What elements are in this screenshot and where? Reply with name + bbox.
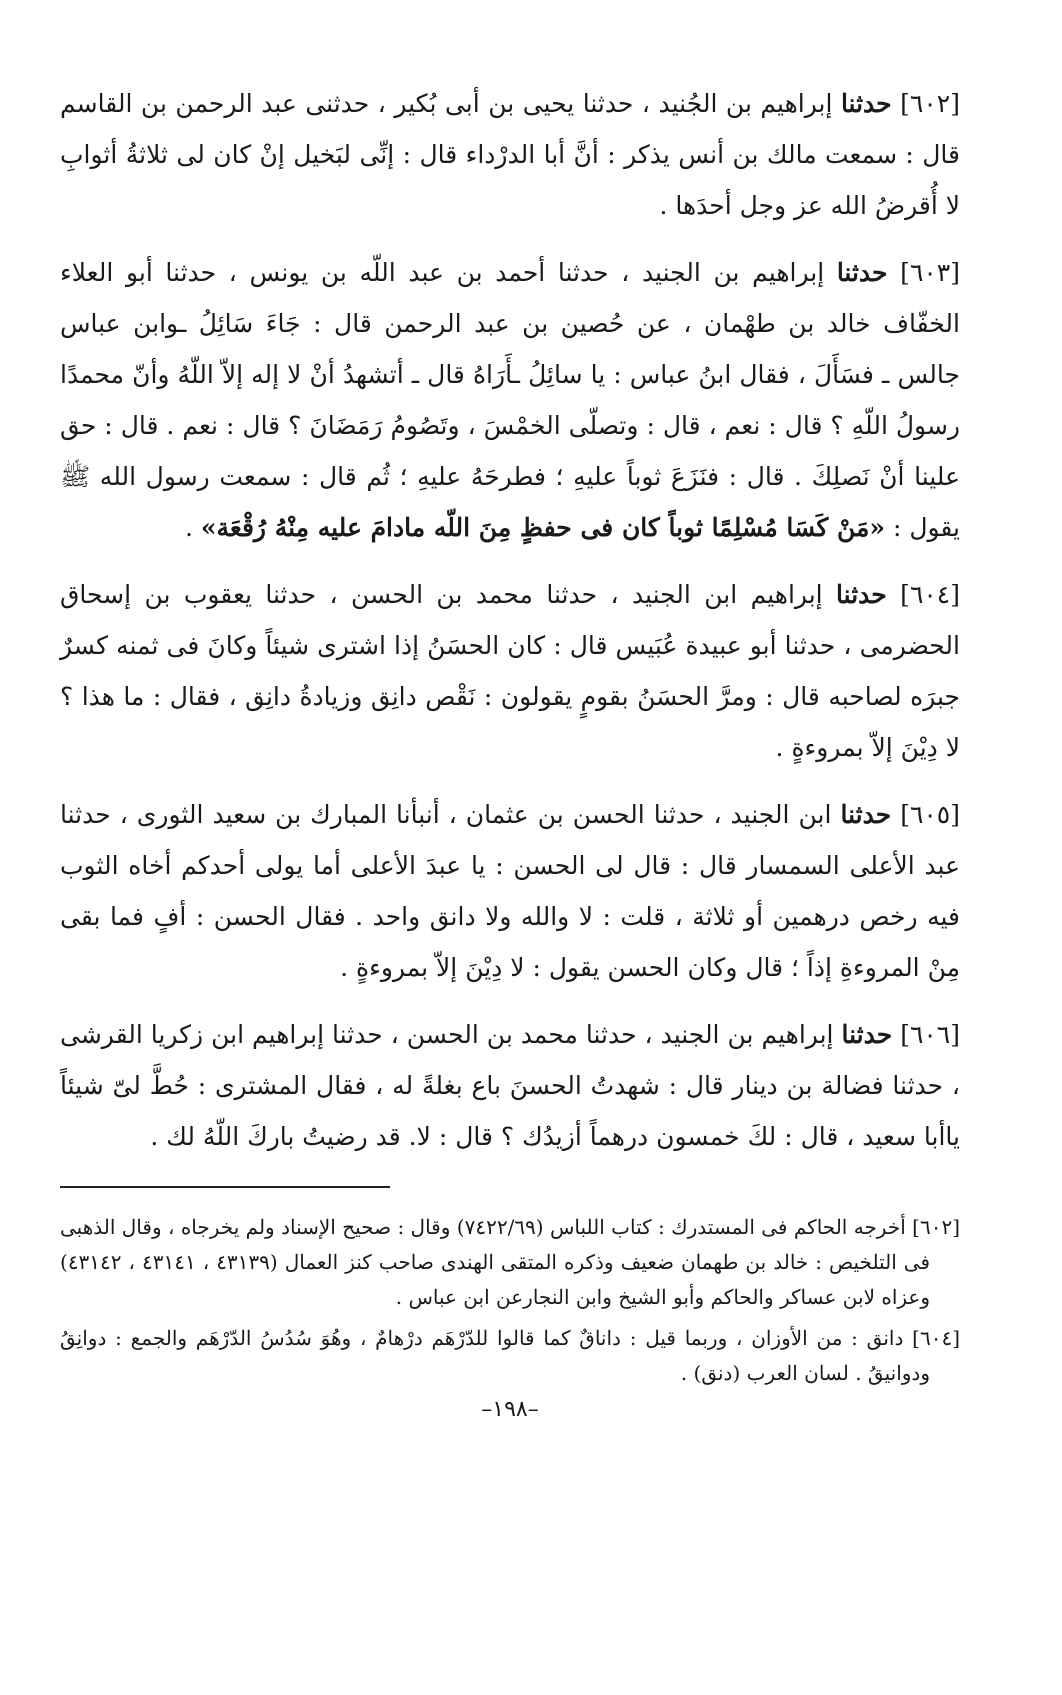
hadith-number: [٦٠٢] [900, 89, 960, 118]
hadith-602 [60, 78, 960, 231]
hadith-lead-word: حدثنا [836, 580, 887, 609]
footnote-602 [60, 1210, 960, 1315]
hadith-number: [٦٠٣] [900, 258, 960, 287]
hadith-text: إبراهيم بن الجنيد ، حدثنا محمد بن الحسن ، حدثنا إبراهيم ابن زكريا القرشى ، حدثنا فضالة بن دينار قال : شهدتُ الحسنَ باع بغلةً له ، فقال المشترى : حُطَّ لىّ شيئاً ياأبا سعيد ، قال : لكَ خمسون درهماً أزيدُك ؟ قال : لا. قد رضيتُ باركَ اللّهُ لك . [60, 1020, 960, 1151]
hadith-lead-word: حدثنا [841, 1020, 893, 1049]
hadith-number: [٦٠٦] [900, 1020, 961, 1049]
hadith-number: [٦٠٤] [900, 580, 960, 609]
hadith-lead-word: حدثنا [840, 89, 892, 118]
footnote-604 [60, 1321, 960, 1391]
book-page [60, 78, 960, 1422]
hadith-text: إبراهيم بن الجُنيد ، حدثنا يحيى بن أبى بُكير ، حدثنى عبد الرحمن بن القاسم قال : سمعت مالك بن أنس يذكر : أنَّ أبا الدرْداء قال : إنِّى لبَخيل إنْ كان لى ثلاثةُ أثوابِ لا أُقرضُ الله عز وجل أحدَها . [60, 89, 960, 220]
hadith-603 [60, 247, 960, 553]
hadith-lead-word: حدثنا [836, 258, 888, 287]
prophetic-quote: «مَنْ كَسَا مُسْلِمًا ثوباً كان فى حفظٍ مِنَ اللّه مادامَ عليه مِنْهُ رُقْعَة» [200, 513, 885, 542]
hadith-tail: . [184, 513, 201, 542]
hadith-text: ابن الجنيد ، حدثنا الحسن بن عثمان ، أنبأنا المبارك بن سعيد الثورى ، حدثنا عبد الأعلى السمسار قال : قال لى الحسن : يا عبدَ الأعلى أما يولى أحدكم أخاه الثوب فيه رخص درهمين أو ثلاثة ، قلت : لا والله ولا دانق واحد . فقال الحسن : أفٍ فما بقى مِنْ المروءةِ إذاً ؛ قال وكان الحسن يقول : لا دِيْنَ إلاّ بمروءةٍ . [60, 800, 960, 982]
hadith-604 [60, 569, 960, 773]
footnote-text: دانق : من الأوزان ، وربما قيل : داناقٌ كما قالوا للدّرْهَم درْهامٌ ، وهُوَ سُدُسُ الدّرْهَم والجمع : دوانِقُ ودوانيقُ . لسان العرب (دنق) . [60, 1326, 930, 1385]
hadith-text: إبراهيم بن الجنيد ، حدثنا أحمد بن عبد اللّه بن يونس ، حدثنا أبو العلاء الخفّاف خالد بن طهْمان ، عن حُصين بن عبد الرحمن قال : جَاءَ سَائِلُ ـوابن عباس جالس ـ فسَأَلَ ، فقال ابنُ عباس : يا سائِلُ ـأَرَاهُ قال ـ أتشهدُ أنْ لا إله إلاّ اللّهُ وأنّ محمدًا رسولُ اللّهِ ؟ قال : نعم ، قال : وتصلّى الخمْسَ ، وتَصُومُ رَمَضَانَ ؟ قال : نعم . قال : حق علينا أنْ نَصلِكَ . قال : فنَزَعَ ثوباً عليهِ ؛ فطرحَهُ عليهِ ؛ ثُم قال : سمعت رسول الله ﷺ يقول : [60, 258, 960, 542]
hadith-606 [60, 1009, 960, 1162]
hadith-605 [60, 789, 960, 993]
hadith-text: إبراهيم ابن الجنيد ، حدثنا محمد بن الحسن ، حدثنا يعقوب بن إسحاق الحضرمى ، حدثنا أبو عبيدة عُبَيس قال : كان الحسَنُ إذا اشترى شيئاً وكانَ فى ثمنه كسرٌ جبرَه لصاحبه قال : ومرَّ الحسَنُ بقومٍ يقولون : نَقْص دانِق وزيادةُ دانِق ، فقال : ما هذا ؟ لا دِيْنَ إلاّ بمروءةٍ . [60, 580, 960, 762]
hadith-number: [٦٠٥] [900, 800, 961, 829]
hadith-lead-word: حدثنا [840, 800, 892, 829]
footnote-text: أخرجه الحاكم فى المستدرك : كتاب اللباس (٧٤٢٢/٦٩) وقال : صحيح الإسناد ولم يخرجاه ، وقال الذهبى فى التلخيص : خالد بن طهمان ضعيف وذكره المتقى الهندى صاحب كنز العمال (٤٣١٣٩ ، ٤٣١٤١ ، ٤٣١٤٢) وعزاه لابن عساكر والحاكم وأبو الشيخ وابن النجارعن ابن عباس . [60, 1215, 931, 1309]
page-number: –١٩٨– [481, 1397, 539, 1422]
footnote-number: [٦٠٤] [912, 1326, 960, 1350]
footnote-divider [60, 1186, 390, 1188]
footnote-number: [٦٠٢] [912, 1215, 961, 1239]
